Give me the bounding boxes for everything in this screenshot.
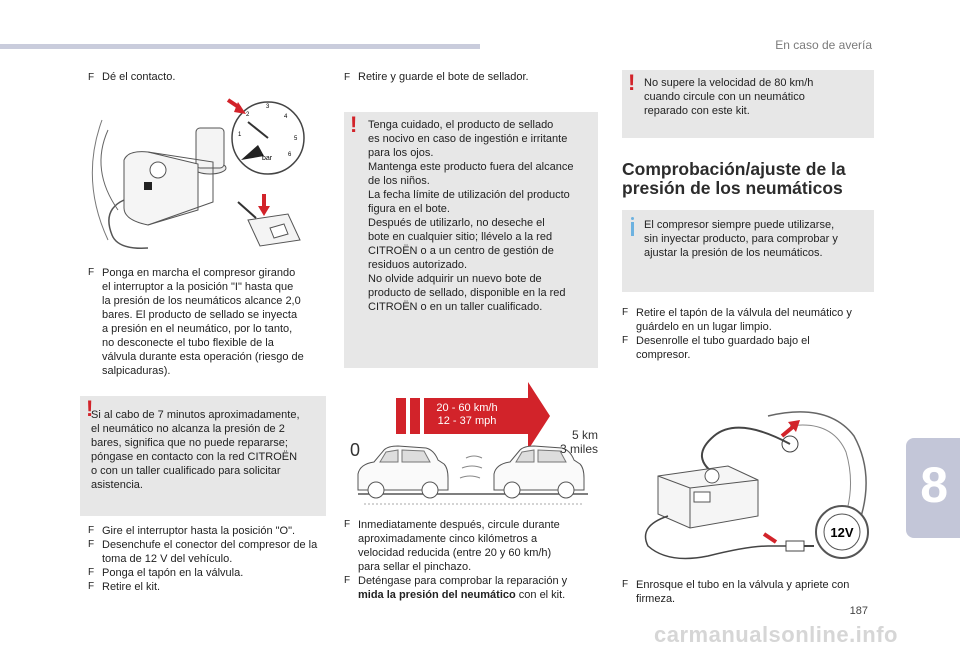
svg-text:6: 6 — [288, 152, 292, 158]
step-drive-slow: F Inmediatamente después, circule durante aproximadamente cinco kilómetros a velocidad reducida (entre 20 y 60 km/h) para sellar el pinchazo. — [344, 519, 560, 573]
compressor-gauge-illustration — [88, 90, 318, 260]
svg-text:3: 3 — [266, 104, 270, 110]
warning-icon: ! — [628, 70, 636, 95]
steps-finish — [88, 524, 333, 594]
page-number: 187 — [849, 605, 868, 617]
header-bar — [0, 44, 480, 49]
section-heading: Comprobación/ajuste de la presión de los neumáticos — [622, 159, 846, 198]
step-switch-off: F Gire el interruptor hasta la posición "O". — [88, 525, 296, 537]
checkbox-icon: F — [344, 575, 351, 586]
step-remove-valve-cap: F Retire el tapón de la válvula del neumático y guárdelo en un lugar limpio. — [622, 307, 852, 333]
distance-end: 5 km 3 miles — [559, 428, 598, 456]
chapter-number: 8 — [920, 457, 948, 513]
svg-text:5: 5 — [294, 136, 298, 142]
distance-start: 0 — [350, 440, 361, 460]
plug-label: 12V — [830, 525, 854, 540]
checkbox-icon: F — [88, 581, 95, 592]
step-unroll-hose: F Desenrolle el tubo guardado bajo el compresor. — [622, 335, 810, 361]
compressor-tire-illustration — [618, 396, 876, 568]
checkbox-icon: F — [622, 579, 629, 590]
warning-icon: ! — [86, 396, 94, 421]
svg-text:4: 4 — [284, 114, 288, 120]
warning-note-speed: ! No supere la velocidad de 80 km/h cuando circule con un neumático reparado con este kit. — [622, 70, 874, 138]
warning-icon: ! — [350, 112, 358, 137]
warning-note-sealant: ! Tenga cuidado, el producto de sellado es nocivo en caso de ingestión e irritante para los ojos. Mantenga este producto fuera del alcance de los niños. La fecha límite de utilización del producto figura en el bote. Después de utilizarlo, no deseche el bote en cualquier sitio; llévelo a la red CITROËN o a un centro de gestión de residuos autorizado. No olvide adquirir un nuevo bote de producto de sellado, disponible en la red CITROËN o en un taller cualificado. — [344, 112, 598, 368]
info-icon — [631, 222, 634, 236]
step-unplug: F Desenchufe el conector del compresor de la toma de 12 V del vehículo. — [88, 539, 318, 565]
svg-text:1: 1 — [238, 132, 242, 138]
checkbox-icon: F — [88, 72, 95, 83]
checkbox-icon: F — [88, 267, 95, 278]
checkbox-icon: F — [344, 72, 351, 83]
checkbox-icon: F — [622, 307, 629, 318]
speed-label: 20 - 60 km/h 12 - 37 mph — [430, 402, 504, 428]
step-start-compressor: F Ponga en marcha el compresor girando el interruptor a la posición "I" hasta que la presión de los neumáticos alcance 2,0 bares. El producto de sellado se inyecta a presión en el neumático, por lo tanto, no desconecte el tubo flexible de la válvula durante esta operación (riesgo de salpicaduras). — [88, 267, 304, 377]
checkbox-icon: F — [88, 525, 95, 536]
step-remove-sealant: F Retire y guarde el bote de sellador. — [344, 71, 529, 83]
svg-text:2: 2 — [246, 112, 250, 118]
step-remove-kit: F Retire el kit. — [88, 581, 161, 593]
step-cap-valve: F Ponga el tapón en la válvula. — [88, 567, 244, 579]
section-title: En caso de avería — [775, 38, 872, 52]
steps-check-pressure — [622, 306, 876, 362]
step-screw-hose: F Enrosque el tubo en la válvula y apriete con firmeza. — [622, 579, 850, 605]
checkbox-icon: F — [622, 335, 629, 346]
warning-note-pressure: ! Si al cabo de 7 minutos aproximadamente, el neumático no alcanza la presión de 2 bares, significa que no puede repararse; póngase en contacto con la red CITROËN o con un taller cualificado para solicitar asistencia. — [80, 396, 326, 516]
watermark: carmanualsonline.info — [654, 622, 898, 647]
checkbox-icon: F — [88, 567, 95, 578]
checkbox-icon: F — [88, 539, 95, 550]
steps-drive — [344, 518, 600, 602]
step-ignition: F Dé el contacto. — [88, 71, 176, 83]
step-check-pressure: F Deténgase para comprobar la reparación y mida la presión del neumático con el kit. — [344, 575, 568, 601]
gauge-unit: bar — [262, 155, 273, 162]
checkbox-icon: F — [344, 519, 351, 530]
info-note-compressor: El compresor siempre puede utilizarse, sin inyectar producto, para comprobar y ajustar la presión de los neumáticos. — [622, 210, 874, 292]
